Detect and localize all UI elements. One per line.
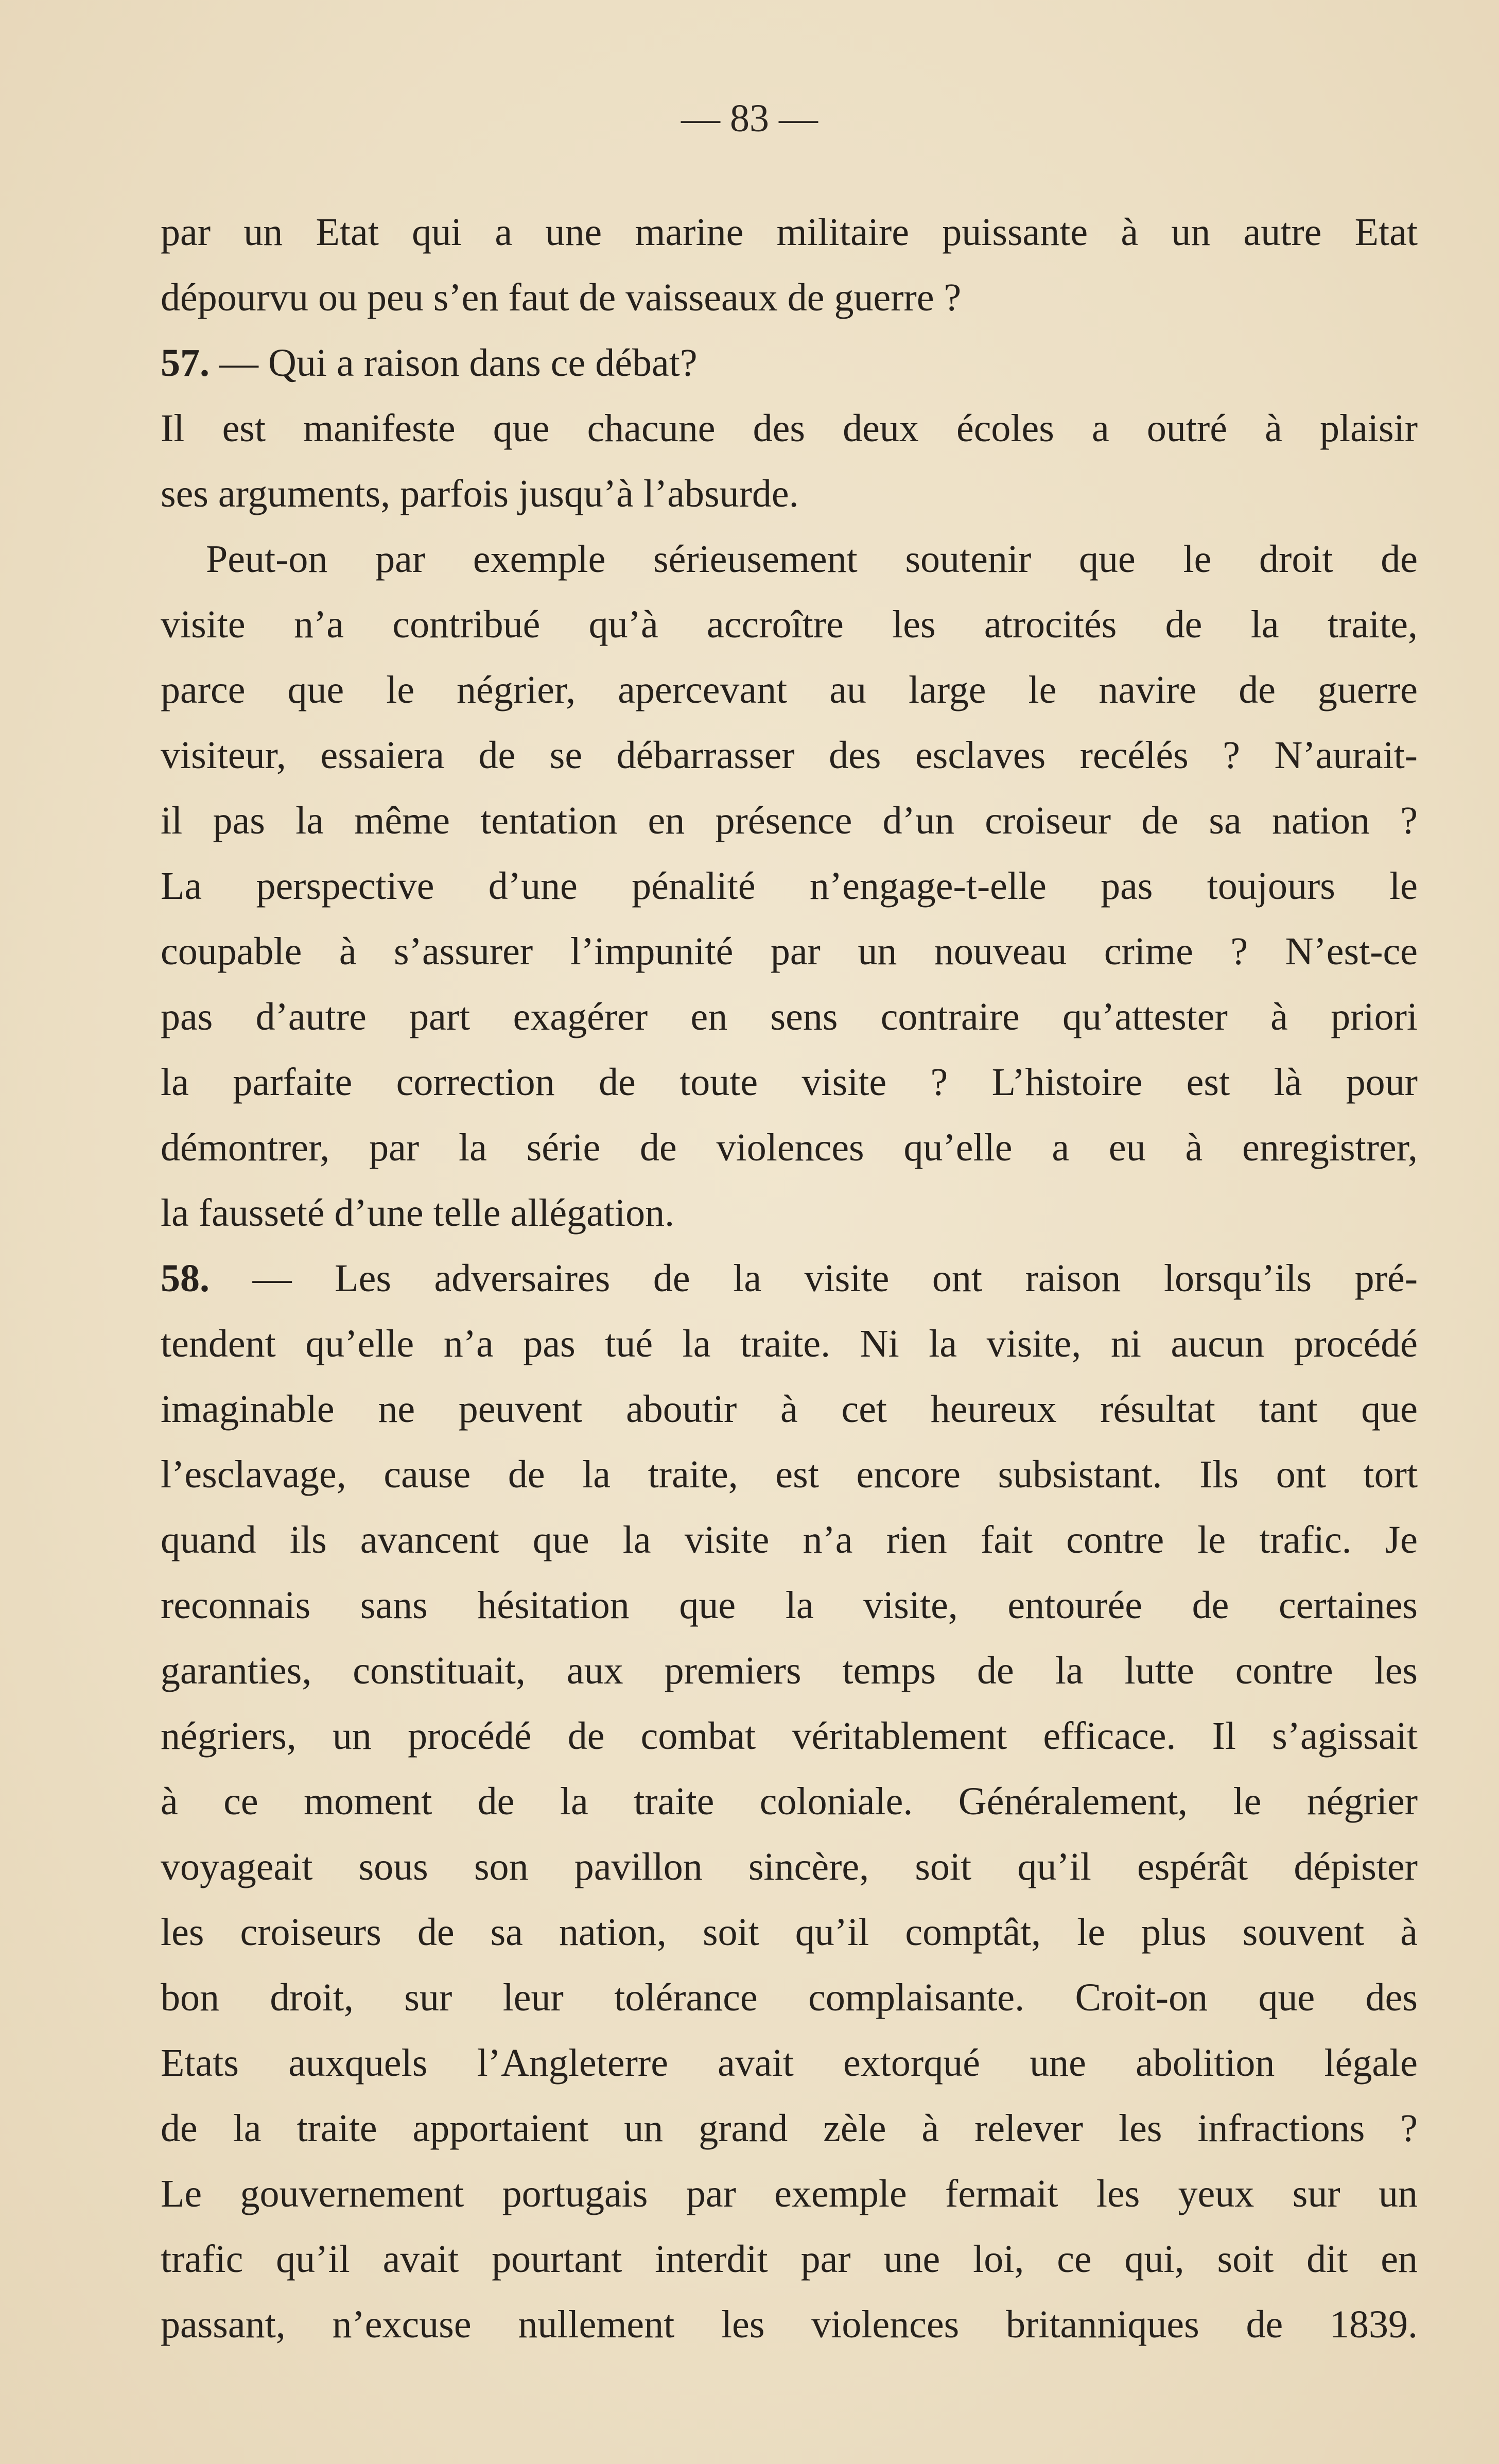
line-text: parce que le négrier, apercevant au large le navire de guerre bbox=[161, 668, 1418, 712]
line-text: Etats auxquels l’Angleterre avait extorqué une abolition légale bbox=[161, 2041, 1418, 2085]
text-line bbox=[161, 1050, 1418, 1115]
text-line bbox=[161, 2031, 1418, 2096]
text-line bbox=[161, 1704, 1418, 1769]
text-line bbox=[161, 984, 1418, 1050]
line-text: de la traite apportaient un grand zèle à relever les infractions ? bbox=[161, 2107, 1418, 2150]
text-line bbox=[161, 1311, 1418, 1377]
line-text: bon droit, sur leur tolérance complaisante. Croit-on que des bbox=[161, 1976, 1418, 2019]
text-line bbox=[161, 2161, 1418, 2227]
text-line bbox=[161, 1834, 1418, 1900]
line-text: voyageait sous son pavillon sincère, soit qu’il espérât dépister bbox=[161, 1845, 1418, 1888]
text-line bbox=[161, 331, 1418, 396]
line-text: passant, n’excuse nullement les violences britanniques de 1839. bbox=[161, 2303, 1418, 2346]
line-text: quand ils avancent que la visite n’a rien fait contre le trafic. Je bbox=[161, 1518, 1418, 1561]
text-line bbox=[161, 1965, 1418, 2031]
line-text: pas d’autre part exagérer en sens contraire qu’attester à priori bbox=[161, 995, 1418, 1038]
line-text: l’esclavage, cause de la traite, est encore subsistant. Ils ont tort bbox=[161, 1453, 1418, 1496]
text-line bbox=[161, 1573, 1418, 1638]
text-line bbox=[161, 1377, 1418, 1442]
text-line bbox=[161, 1442, 1418, 1507]
line-text: à ce moment de la traite coloniale. Généralement, le négrier bbox=[161, 1780, 1418, 1823]
text-line bbox=[161, 1507, 1418, 1573]
line-text: imaginable ne peuvent aboutir à cet heureux résultat tant que bbox=[161, 1387, 1418, 1431]
text-line bbox=[161, 1246, 1418, 1311]
line-text: Peut-on par exemple sérieusement soutenir que le droit de bbox=[206, 537, 1418, 581]
line-text: coupable à s’assurer l’impunité par un nouveau crime ? N’est-ce bbox=[161, 930, 1418, 973]
section-number: 58. bbox=[161, 1257, 210, 1300]
line-text: tendent qu’elle n’a pas tué la traite. Ni la visite, ni aucun procédé bbox=[161, 1322, 1418, 1365]
line-text: ses arguments, parfois jusqu’à l’absurde. bbox=[161, 472, 799, 515]
text-line bbox=[161, 657, 1418, 723]
line-text: démontrer, par la série de violences qu’elle a eu à enregistrer, bbox=[161, 1126, 1418, 1169]
text-line bbox=[161, 592, 1418, 657]
line-text: dépourvu ou peu s’en faut de vaisseaux de guerre ? bbox=[161, 276, 962, 319]
text-line bbox=[161, 396, 1418, 461]
text-line bbox=[161, 1181, 1418, 1246]
text-line bbox=[161, 265, 1418, 331]
line-text: la parfaite correction de toute visite ? L’histoire est là pour bbox=[161, 1061, 1418, 1104]
text-line bbox=[161, 854, 1418, 919]
line-text: garanties, constituait, aux premiers temps de la lutte contre les bbox=[161, 1649, 1418, 1692]
text-line bbox=[161, 1638, 1418, 1704]
text-line bbox=[161, 527, 1418, 592]
text-line bbox=[161, 2096, 1418, 2161]
line-text: trafic qu’il avait pourtant interdit par une loi, ce qui, soit dit en bbox=[161, 2237, 1418, 2281]
text-line bbox=[161, 919, 1418, 984]
text-line bbox=[161, 723, 1418, 788]
text-line bbox=[161, 1769, 1418, 1834]
line-text: La perspective d’une pénalité n’engage-t-elle pas toujours le bbox=[161, 864, 1418, 908]
text-line bbox=[161, 788, 1418, 854]
line-text: Il est manifeste que chacune des deux écoles a outré à plaisir bbox=[161, 407, 1418, 450]
line-text: la fausseté d’une telle allégation. bbox=[161, 1191, 675, 1235]
line-text: visite n’a contribué qu’à accroître les atrocités de la traite, bbox=[161, 603, 1418, 646]
page-number: — 83 — bbox=[681, 97, 818, 140]
line-text: Le gouvernement portugais par exemple fermait les yeux sur un bbox=[161, 2172, 1418, 2215]
text-line bbox=[161, 2227, 1418, 2292]
text-line bbox=[161, 1900, 1418, 1965]
section-number: 57. bbox=[161, 341, 210, 385]
text-line bbox=[161, 200, 1418, 265]
line-text: les croiseurs de sa nation, soit qu’il comptât, le plus souvent à bbox=[161, 1911, 1418, 1954]
line-text: — Les adversaires de la visite ont raison lorsqu’ils pré- bbox=[210, 1257, 1418, 1300]
line-text: il pas la même tentation en présence d’un croiseur de sa nation ? bbox=[161, 799, 1418, 842]
text-line bbox=[161, 2292, 1418, 2357]
line-text: reconnais sans hésitation que la visite, entourée de certaines bbox=[161, 1584, 1418, 1627]
line-text: négriers, un procédé de combat véritablement efficace. Il s’agissait bbox=[161, 1714, 1418, 1758]
line-text: — Qui a raison dans ce débat? bbox=[210, 341, 698, 385]
text-line bbox=[161, 1115, 1418, 1181]
line-text: par un Etat qui a une marine militaire puissante à un autre Etat bbox=[161, 211, 1418, 254]
line-text: visiteur, essaiera de se débarrasser des esclaves recélés ? N’aurait- bbox=[161, 734, 1418, 777]
page-body-text bbox=[161, 200, 1418, 2357]
text-line bbox=[161, 461, 1418, 527]
